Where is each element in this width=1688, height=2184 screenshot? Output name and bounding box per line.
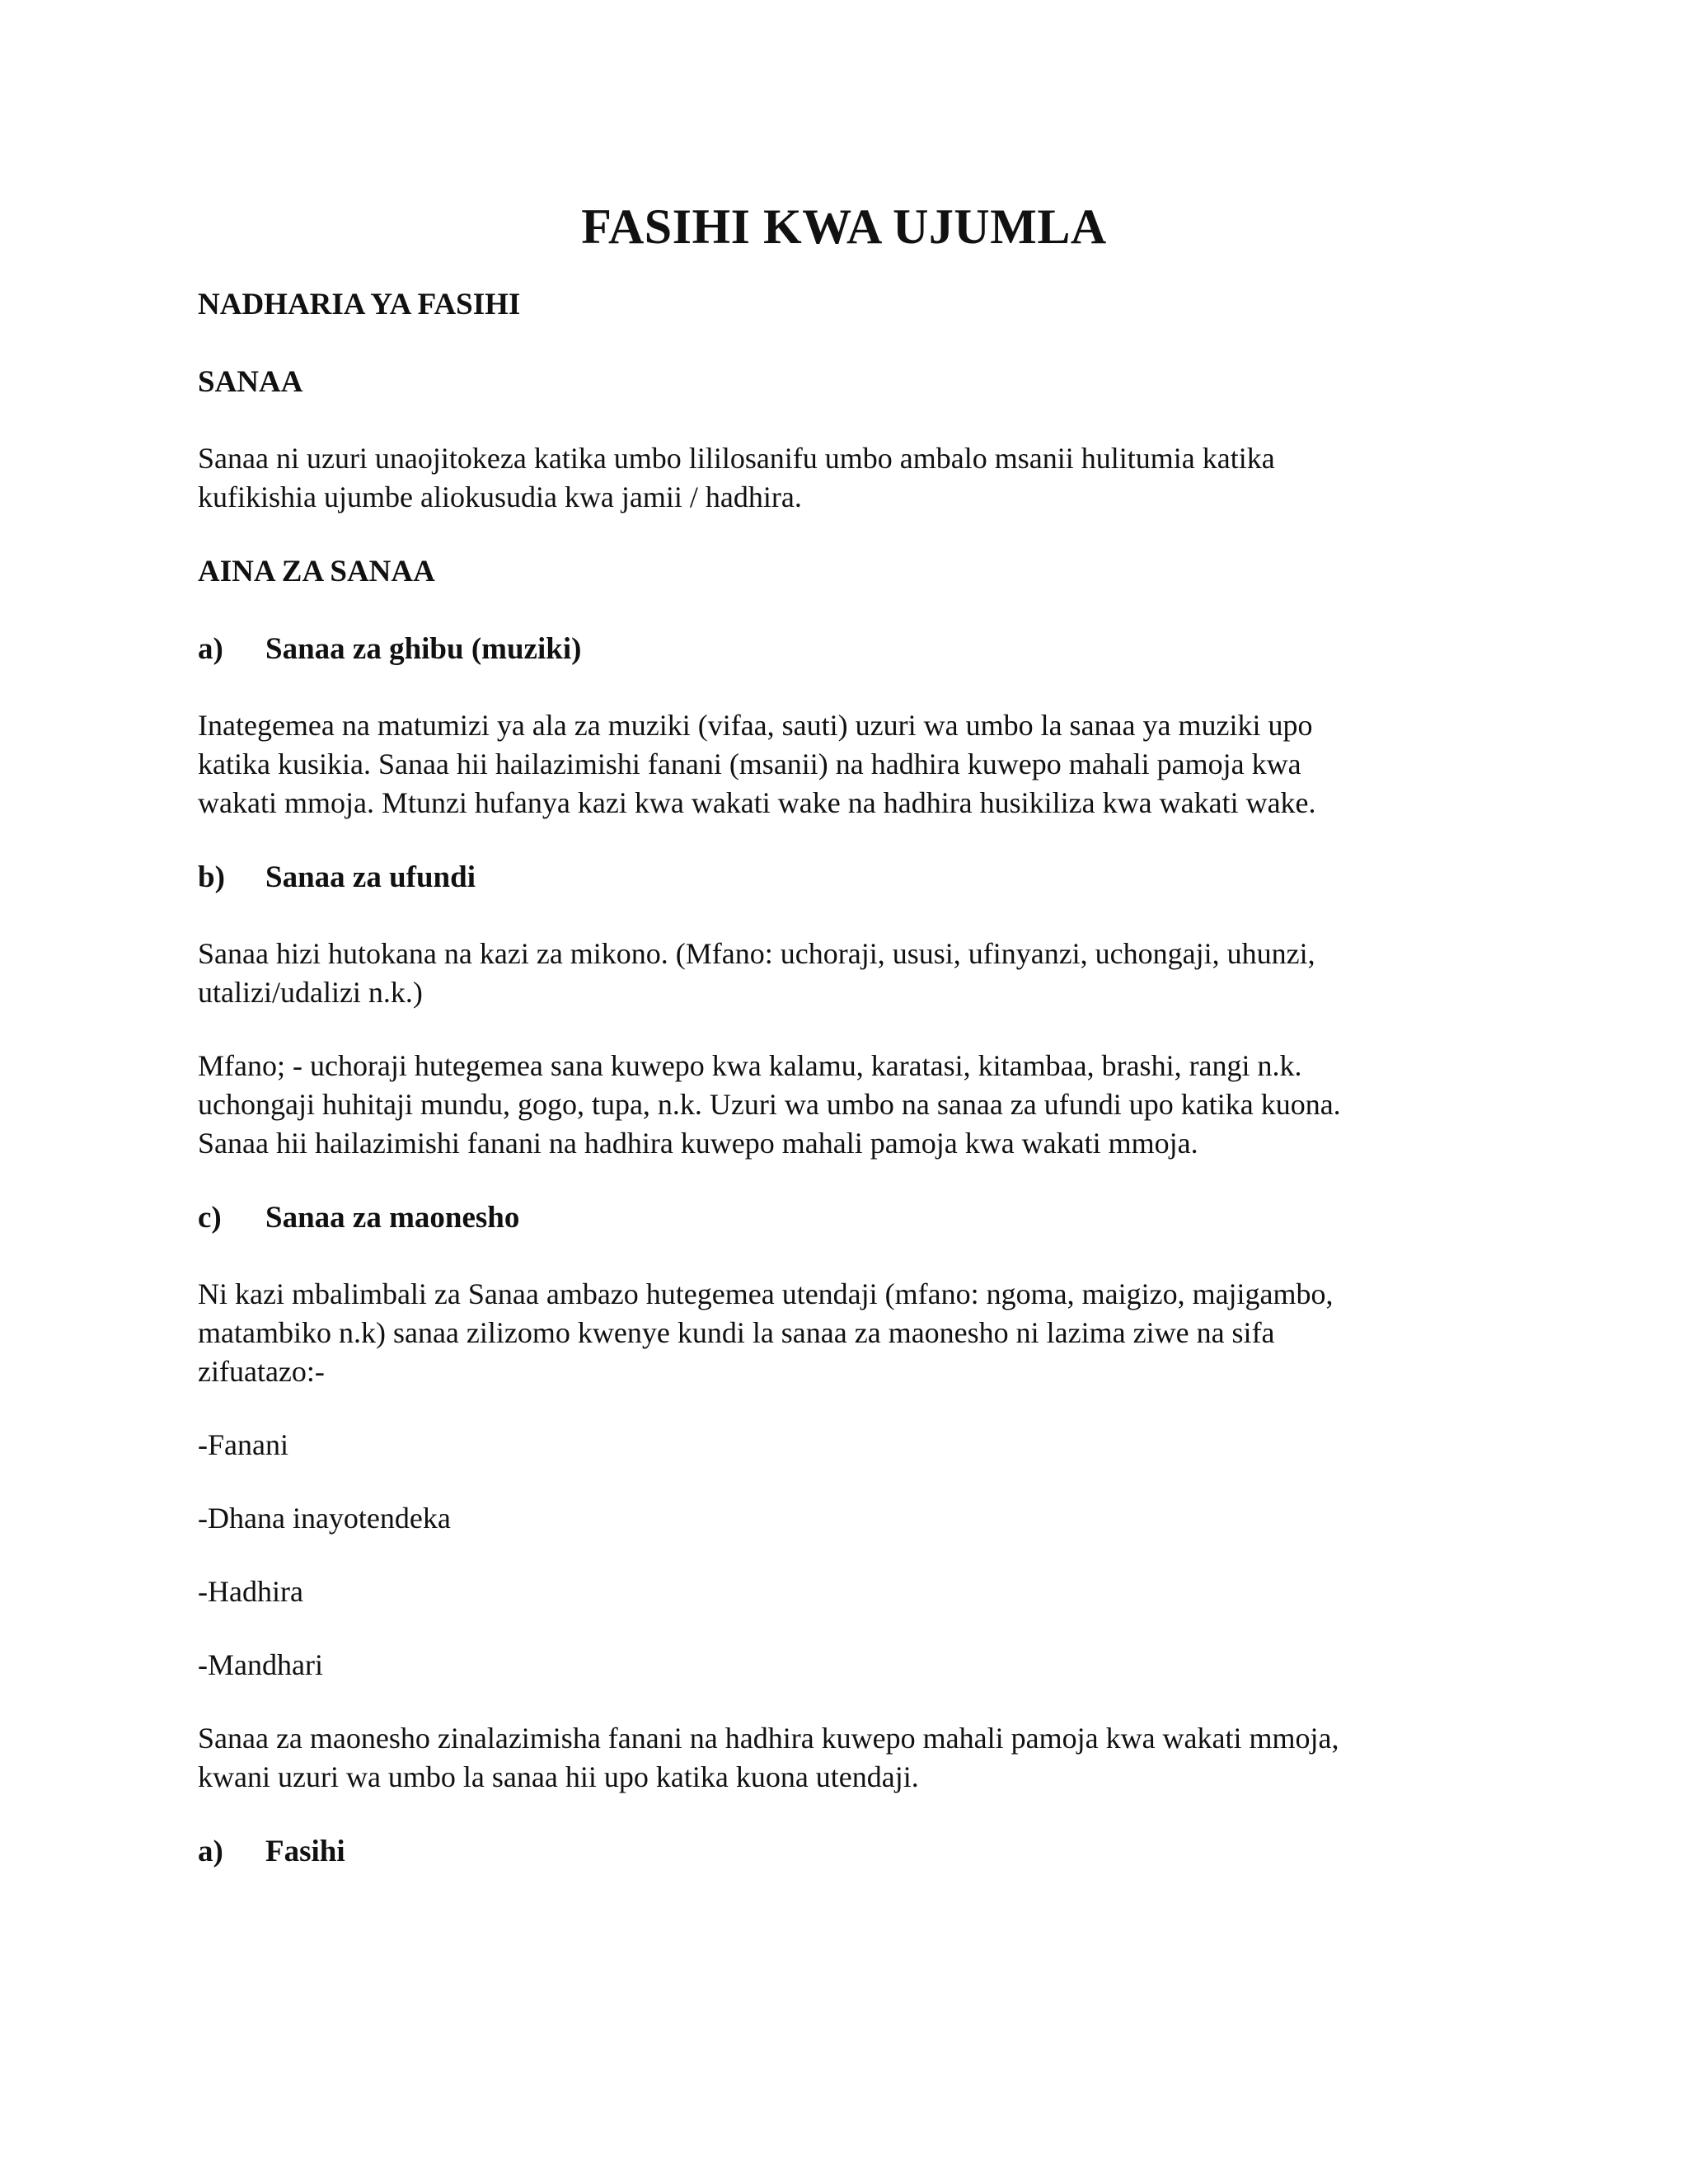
- subheading-letter: a): [198, 1835, 223, 1868]
- heading-aina-za-sanaa: AINA ZA SANAA: [198, 555, 435, 588]
- list-item: -Hadhira: [198, 1575, 303, 1608]
- paragraph-sanaa: Sanaa ni uzuri unaojitokeza katika umbo lililosanifu umbo ambalo msanii hulitumia katika kufikishia ujumbe aliokusudia kwa jamii / hadhira.: [198, 442, 1275, 513]
- list-item: -Dhana inayotendeka: [198, 1502, 451, 1535]
- subheading-ghibu: [198, 629, 1500, 670]
- document-title: FASIHI KWA UJUMLA: [581, 199, 1107, 254]
- subheading-fasihi: [198, 1831, 1500, 1872]
- subheading-title: Sanaa za maonesho: [265, 1201, 520, 1235]
- subheading-maonesho: [198, 1197, 1500, 1239]
- subheading-letter: b): [198, 860, 225, 894]
- subheading-title: Fasihi: [265, 1835, 345, 1868]
- paragraph-maonesho-2: Sanaa za maonesho zinalazimisha fanani na hadhira kuwepo mahali pamoja kwa wakati mmoja, kwani uzuri wa umbo la sanaa hii upo katika kuona utendaji.: [198, 1722, 1339, 1793]
- heading-sanaa: SANAA: [198, 365, 303, 399]
- subheading-letter: c): [198, 1201, 222, 1235]
- paragraph-ghibu: Inategemea na matumizi ya ala za muziki (vifaa, sauti) uzuri wa umbo la sanaa ya muziki upo katika kusikia. Sanaa hii hailazimishi fanani (msanii) na hadhira kuwepo mahali pamoja kwa wakati mmoja. Mtunzi hufanya kazi kwa wakati wake na hadhira husikiliza kwa wakati wake.: [198, 709, 1316, 819]
- list-item: -Fanani: [198, 1428, 288, 1461]
- subheading-title: Sanaa za ufundi: [265, 860, 476, 894]
- subheading-title: Sanaa za ghibu (muziki): [265, 632, 582, 666]
- document-body: [198, 284, 1500, 1872]
- list-item: -Mandhari: [198, 1648, 323, 1681]
- subheading-ufundi: [198, 857, 1500, 898]
- paragraph-ufundi-2: Mfano; - uchoraji hutegemea sana kuwepo kwa kalamu, karatasi, kitambaa, brashi, rangi n.k. uchongaji huhitaji mundu, gogo, tupa, n.k. Uzuri wa umbo na sanaa za ufundi upo katika kuona. Sanaa hii hailazimishi fanani na hadhira kuwepo mahali pamoja kwa wakati mmoja.: [198, 1049, 1341, 1160]
- heading-nadharia: NADHARIA YA FASIHI: [198, 288, 521, 321]
- subheading-letter: a): [198, 632, 223, 666]
- paragraph-ufundi-1: Sanaa hizi hutokana na kazi za mikono. (Mfano: uchoraji, ususi, ufinyanzi, uchongaji, uhunzi, utalizi/udalizi n.k.): [198, 937, 1315, 1009]
- paragraph-maonesho: Ni kazi mbalimbali za Sanaa ambazo hutegemea utendaji (mfano: ngoma, maigizo, majigambo, matambiko n.k) sanaa zilizomo kwenye kundi la sanaa za maonesho ni lazima ziwe na sifa zifuatazo:-: [198, 1277, 1334, 1388]
